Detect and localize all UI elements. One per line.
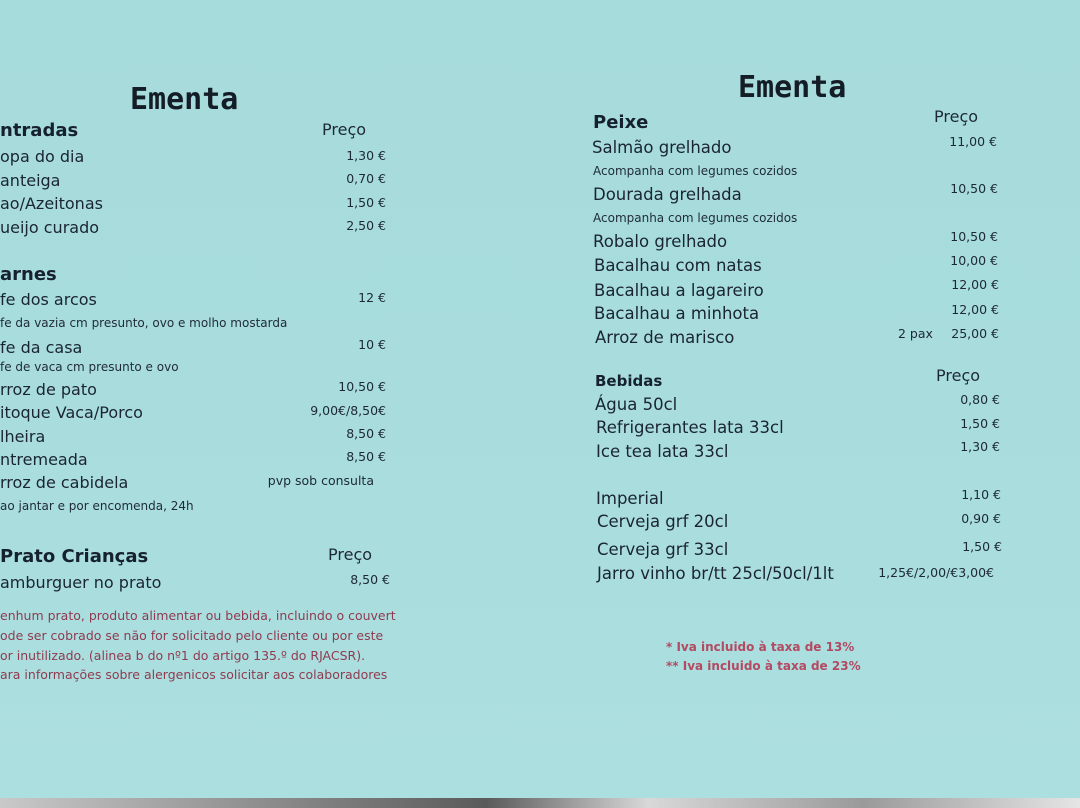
- menu-item-name: Imperial: [596, 489, 664, 508]
- menu-item-name: Água 50cl: [595, 395, 678, 414]
- menu-item-name: Dourada grelhada: [593, 185, 742, 204]
- menu-item-note: fe da vazia cm presunto, ovo e molho mostarda: [0, 316, 288, 330]
- entradas-heading: ntradas: [0, 120, 79, 141]
- menu-item-price: 9,00€/8,50€: [310, 403, 386, 418]
- menu-item-name: ueijo curado: [0, 218, 100, 237]
- menu-item-price: 1,10 €: [961, 487, 1001, 502]
- carnes-heading: arnes: [0, 264, 57, 285]
- menu-item-note: Acompanha com legumes cozidos: [593, 211, 798, 225]
- right-menu-title: Ementa: [738, 70, 847, 105]
- menu-item-name: ntremeada: [0, 450, 88, 469]
- criancas-price-header: Preço: [328, 545, 373, 564]
- menu-item-name: Ice tea lata 33cl: [596, 442, 729, 461]
- menu-item-name: Bacalhau a minhota: [594, 304, 760, 323]
- menu-item-name: Jarro vinho br/tt 25cl/50cl/1lt: [597, 564, 834, 583]
- menu-item-name: rroz de pato: [0, 380, 97, 399]
- menu-item-price: 2,50 €: [346, 218, 386, 233]
- menu-item-price: 11,00 €: [949, 134, 997, 149]
- menu-item-name: Robalo grelhado: [593, 232, 728, 251]
- menu-item-price: 1,50 €: [960, 416, 1000, 431]
- legal-note-line: or inutilizado. (alinea b do nº1 do artigo 135.º do RJACSR).: [0, 648, 366, 663]
- menu-item-note: Acompanha com legumes cozidos: [593, 164, 798, 178]
- left-menu-title: Ementa: [130, 82, 239, 117]
- menu-item-price: 8,50 €: [346, 449, 386, 464]
- table-edge: [0, 798, 1080, 808]
- menu-item-name: Bacalhau a lagareiro: [594, 281, 764, 300]
- menu-item-name: Refrigerantes lata 33cl: [596, 418, 784, 437]
- iva-note: ** Iva incluido à taxa de 23%: [666, 659, 861, 673]
- menu-item-name: fe da casa: [0, 338, 83, 357]
- menu-item-name: itoque Vaca/Porco: [0, 403, 143, 422]
- legal-note-line: ode ser cobrado se não for solicitado pelo cliente ou por este: [0, 628, 384, 643]
- menu-item-price: 8,50 €: [350, 572, 390, 587]
- menu-item-name: ao/Azeitonas: [0, 194, 103, 213]
- menu-item-pax: 2 pax: [898, 326, 933, 341]
- menu-item-name: fe dos arcos: [0, 290, 97, 309]
- menu-item-price: 10,00 €: [950, 253, 998, 268]
- menu-item-price: 10 €: [358, 337, 386, 352]
- menu-item-name: Arroz de marisco: [595, 328, 735, 347]
- menu-item-price: 10,50 €: [950, 181, 998, 196]
- menu-item-price: 0,80 €: [960, 392, 1000, 407]
- menu-item-name: Cerveja grf 33cl: [597, 540, 729, 559]
- iva-note: * Iva incluido à taxa de 13%: [666, 640, 855, 654]
- menu-item-price: 25,00 €: [951, 326, 999, 341]
- menu-item-name: Salmão grelhado: [592, 138, 732, 157]
- menu-item-price: 1,50 €: [962, 539, 1002, 554]
- menu-item-price: 1,50 €: [346, 195, 386, 210]
- menu-item-name: lheira: [0, 427, 46, 446]
- menu-item-price: 1,25€/2,00/€3,00€: [878, 565, 994, 580]
- menu-item-price: 0,90 €: [961, 511, 1001, 526]
- menu-item-price: 1,30 €: [960, 439, 1000, 454]
- menu-item-price: 8,50 €: [346, 426, 386, 441]
- peixe-heading: Peixe: [593, 112, 649, 133]
- menu-item-price: 0,70 €: [346, 171, 386, 186]
- menu-item-name: Cerveja grf 20cl: [597, 512, 729, 531]
- entradas-price-header: Preço: [322, 120, 367, 139]
- criancas-heading: Prato Crianças: [0, 546, 149, 567]
- menu-item-price: 10,50 €: [950, 229, 998, 244]
- menu-item-price: 12 €: [358, 290, 386, 305]
- menu-item-name: opa do dia: [0, 147, 85, 166]
- bebidas-heading: Bebidas: [595, 372, 663, 390]
- menu-item-name: anteiga: [0, 171, 61, 190]
- menu-item-price: 12,00 €: [951, 302, 999, 317]
- menu-item-price: pvp sob consulta: [267, 473, 374, 488]
- menu-item-price: 12,00 €: [951, 277, 999, 292]
- bebidas-price-header: Preço: [936, 366, 981, 385]
- menu-item-price: 10,50 €: [338, 379, 386, 394]
- menu-item-note: fe de vaca cm presunto e ovo: [0, 360, 179, 374]
- menu-item-price: 1,30 €: [346, 148, 386, 163]
- legal-note-line: enhum prato, produto alimentar ou bebida, incluindo o couvert: [0, 608, 396, 623]
- menu-item-name: Bacalhau com natas: [594, 256, 762, 275]
- menu-item-name: rroz de cabidela: [0, 473, 129, 492]
- allergen-note-line: ara informações sobre alergenicos solicitar aos colaboradores: [0, 667, 388, 682]
- menu-item-name: amburguer no prato: [0, 573, 162, 592]
- menu-item-note: ao jantar e por encomenda, 24h: [0, 499, 194, 513]
- peixe-price-header: Preço: [934, 107, 979, 126]
